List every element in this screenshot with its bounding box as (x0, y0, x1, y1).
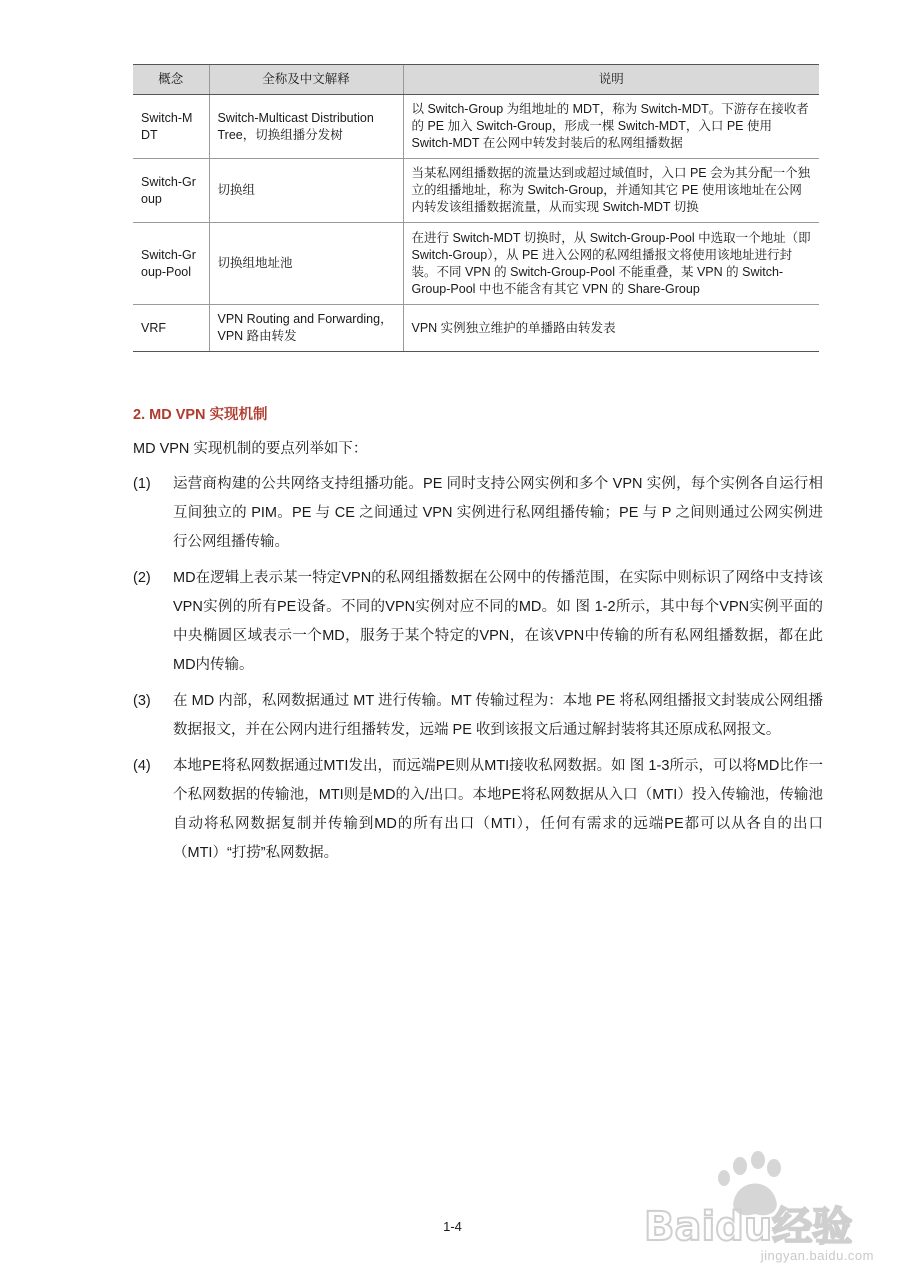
table-row (133, 95, 819, 159)
cell-description: VPN 实例独立维护的单播路由转发表 (403, 305, 819, 352)
cell-full-name: Switch-Multicast Distribution Tree，切换组播分发树 (209, 95, 403, 159)
list-item-number: (3) (133, 693, 151, 709)
cell-description: 在进行 Switch-MDT 切换时，从 Switch-Group-Pool 中选取一个地址（即 Switch-Group），从 PE 进入公网的私网组播报文将使用该地址进行封装。不同 VPN 的 Switch-Group-Pool 不能重叠，某 VPN 的 Switch-Group-Pool 中也不能含有其它 VPN 的 Share-Group (403, 223, 819, 305)
list-item-number: (4) (133, 758, 151, 774)
table-row (133, 223, 819, 305)
header-full-name: 全称及中文解释 (209, 65, 403, 95)
page-number: 1-4 (443, 1219, 462, 1234)
cell-description: 当某私网组播数据的流量达到或超过域值时，入口 PE 会为其分配一个独立的组播地址，称为 Switch-Group，并通知其它 PE 使用该地址在公网内转发该组播数据流量，从而实现 Switch-MDT 切换 (403, 159, 819, 223)
cell-term: Switch-Group (133, 159, 209, 223)
header-concept: 概念 (133, 65, 209, 95)
list-item (133, 564, 823, 680)
cell-term: Switch-Group-Pool (133, 223, 209, 305)
watermark-logo-text: Baidu经验 (644, 1204, 853, 1248)
watermark-url: jingyan.baidu.com (760, 1248, 874, 1263)
section-heading: 2. MD VPN 实现机制 (133, 407, 268, 423)
cell-description: 以 Switch-Group 为组地址的 MDT，称为 Switch-MDT。下游存在接收者的 PE 加入 Switch-Group，形成一棵 Switch-MDT，入口 PE 使用 Switch-MDT 在公网中转发封装后的私网组播数据 (403, 95, 819, 159)
list-item-number: (1) (133, 476, 151, 492)
cell-full-name: 切换组 (209, 159, 403, 223)
baidu-jingyan-watermark (642, 1148, 882, 1268)
list-item-text: 在 MD 内部，私网数据通过 MT 进行传输。MT 传输过程为：本地 PE 将私网组播报文封装成公网组播数据报文，并在公网内进行组播转发，远端 PE 收到该报文后通过解封装将其还原成私网报文。 (173, 693, 823, 738)
list-item-text: 运营商构建的公共网络支持组播功能。PE 同时支持公网实例和多个 VPN 实例，每个实例各自运行相互间独立的 PIM。PE 与 CE 之间通过 VPN 实例进行私网组播传输；PE 与 P 之间则通过公网实例进行公网组播传输。 (173, 476, 823, 550)
header-description: 说明 (403, 65, 819, 95)
list-item (133, 470, 823, 557)
cell-term: VRF (133, 305, 209, 352)
baidu-paw-logo-icon (642, 1148, 882, 1248)
table-row (133, 159, 819, 223)
list-item-text: MD在逻辑上表示某一特定VPN的私网组播数据在公网中的传播范围，在实际中则标识了网络中支持该VPN实例的所有PE设备。不同的VPN实例对应不同的MD。如 图 1-2所示，其中每个VPN实例平面的中央椭圆区域表示一个MD，服务于某个特定的VPN，在该VPN中传输的所有私网组播数据，都在此MD内传输。 (173, 570, 823, 673)
table-header-row (133, 65, 819, 95)
list-item-text: 本地PE将私网数据通过MTI发出，而远端PE则从MTI接收私网数据。如 图 1-3所示，可以将MD比作一个私网数据的传输池，MTI则是MD的入/出口。本地PE将私网数据从入口（MTI）投入传输池，传输池自动将私网数据复制并传输到MD的所有出口（MTI），任何有需求的远端PE都可以从各自的出口（MTI）“打捞”私网数据。 (173, 758, 823, 861)
list-item (133, 752, 823, 868)
list-item-number: (2) (133, 570, 151, 586)
cell-full-name: 切换组地址池 (209, 223, 403, 305)
glossary-table (133, 64, 819, 352)
section-intro: MD VPN 实现机制的要点列举如下： (133, 441, 368, 457)
list-item (133, 687, 823, 745)
cell-full-name: VPN Routing and Forwarding，VPN 路由转发 (209, 305, 403, 352)
table-row (133, 305, 819, 352)
mechanism-list (133, 470, 823, 875)
cell-term: Switch-MDT (133, 95, 209, 159)
